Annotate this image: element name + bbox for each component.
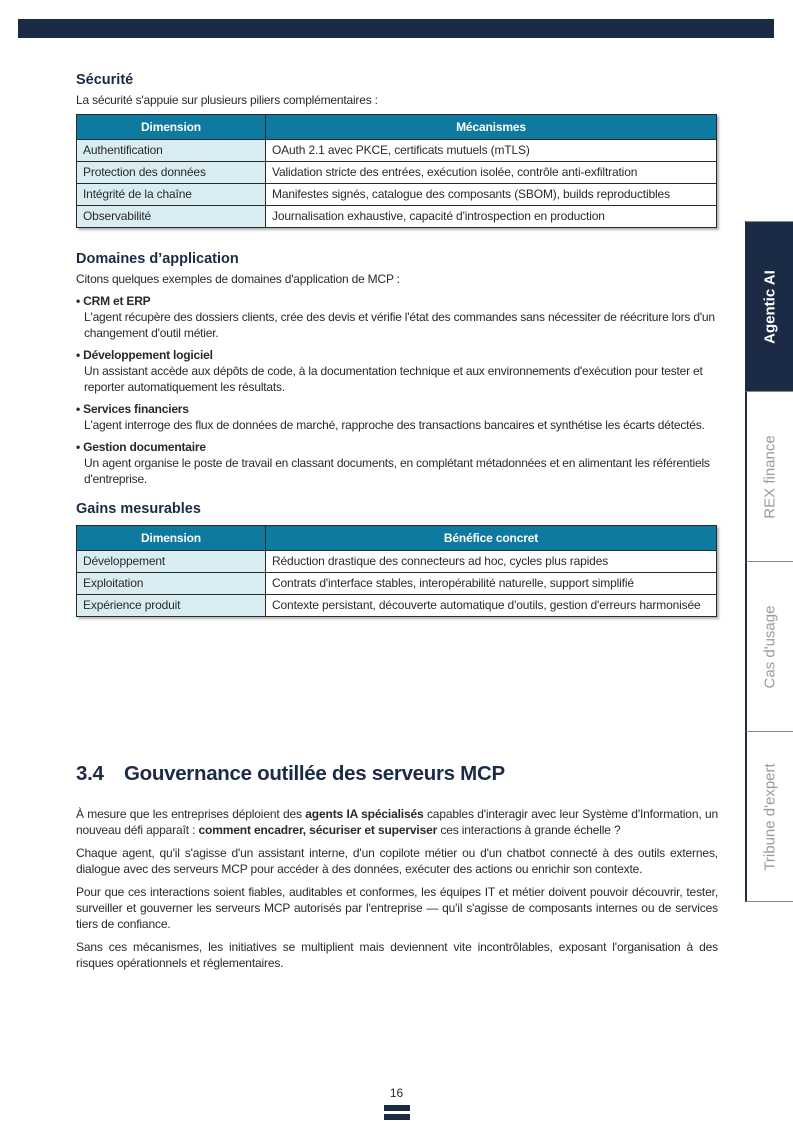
table-cell: Contrats d'interface stables, interopérabilité naturelle, support simplifié xyxy=(266,573,717,595)
page-number: 16 xyxy=(389,1086,404,1100)
paragraph: À mesure que les entreprises déploient des agents IA spécialisés capables d'interagir avec leur Système d'Information, un nouveau défi apparaît : comment encadrer, sécuriser et superviser ces interactions à grande échelle ? xyxy=(76,807,718,837)
table-cell: OAuth 2.1 avec PKCE, certificats mutuels (mTLS) xyxy=(266,140,717,162)
tab-label: Cas d'usage xyxy=(761,605,779,688)
paragraph: Sans ces mécanismes, les initiatives se multiplient mais deviennent vite incontrôlables, exposant l'organisation à des risques opérationnels et réglementaires. xyxy=(76,940,718,970)
tab-rex-finance[interactable] xyxy=(745,391,793,561)
table-cell: Développement xyxy=(77,551,266,573)
table-cell: Journalisation exhaustive, capacité d'introspection en production xyxy=(266,206,717,228)
domains-heading: Domaines d’application xyxy=(76,251,239,267)
list-item xyxy=(76,293,718,341)
list-item-title: • Développement logiciel xyxy=(76,348,213,362)
list-item-title: • Gestion documentaire xyxy=(76,440,206,454)
table-cell: Expérience produit xyxy=(77,595,266,617)
paragraph: Pour que ces interactions soient fiables, auditables et conformes, les équipes IT et métier doivent pouvoir découvrir, tester, surveiller et gouverner les serveurs MCP autorisés par l'entreprise — qu'il s'agisse de composants internes ou de services tiers de confiance. xyxy=(76,885,718,931)
main-content xyxy=(76,70,718,617)
security-heading: Sécurité xyxy=(76,72,134,88)
table-row xyxy=(77,551,717,573)
tab-label: Agentic AI xyxy=(761,269,779,344)
table-cell: Exploitation xyxy=(77,573,266,595)
chapter-body xyxy=(76,806,718,978)
table-cell: Validation stricte des entrées, exécution isolée, contrôle anti-exfiltration xyxy=(266,162,717,184)
security-intro: La sécurité s'appuie sur plusieurs piliers complémentaires : xyxy=(76,93,378,107)
table-cell: Intégrité de la chaîne xyxy=(77,184,266,206)
table-row xyxy=(77,184,717,206)
table-cell: Manifestes signés, catalogue des composants (SBOM), builds reproductibles xyxy=(266,184,717,206)
tab-label: REX finance xyxy=(761,434,779,519)
table-cell: Authentification xyxy=(77,140,266,162)
header-bar xyxy=(18,19,774,38)
emphasis: comment encadrer, sécuriser et superviser xyxy=(198,823,438,837)
column-header: Dimension xyxy=(77,526,266,551)
list-item-title: • Services financiers xyxy=(76,402,189,416)
tab-label: Tribune d'expert xyxy=(761,762,779,871)
table-header-row xyxy=(77,526,717,551)
list-item-description: Un agent organise le poste de travail en classant documents, en complétant métadonnées et en alimentant les référentiels d'entreprise. xyxy=(84,456,710,486)
tab-agentic-ai[interactable] xyxy=(745,221,793,391)
chapter-title: Gouvernance outillée des serveurs MCP xyxy=(124,762,505,785)
tab-cas-usage[interactable] xyxy=(745,561,793,731)
column-header: Bénéfice concret xyxy=(266,526,717,551)
table-cell: Observabilité xyxy=(77,206,266,228)
table-cell: Contexte persistant, découverte automatique d'outils, gestion d'erreurs harmonisée xyxy=(266,595,717,617)
security-table xyxy=(76,114,717,228)
column-header: Mécanismes xyxy=(266,115,717,140)
tab-tribune-expert[interactable] xyxy=(745,731,793,902)
list-item-title: • CRM et ERP xyxy=(76,294,151,308)
paragraph: Chaque agent, qu'il s'agisse d'un assistant interne, d'un copilote métier ou d'un chatbot connecté à des outils externes, dialogue avec des serveurs MCP pour accéder à des données, exécuter des actions ou enrichir son contexte. xyxy=(76,846,718,876)
table-cell: Protection des données xyxy=(77,162,266,184)
table-row xyxy=(77,162,717,184)
table-row xyxy=(77,573,717,595)
table-cell: Réduction drastique des connecteurs ad hoc, cycles plus rapides xyxy=(266,551,717,573)
chapter-heading xyxy=(76,760,505,788)
gains-heading: Gains mesurables xyxy=(76,501,201,517)
list-item-description: L'agent interroge des flux de données de marché, rapproche des transactions bancaires et synthétise les écarts détectés. xyxy=(84,418,705,432)
emphasis: agents IA spécialisés xyxy=(305,807,424,821)
list-item-description: Un assistant accède aux dépôts de code, à la documentation technique et aux environnements d'exécution pour tester et reporter automatiquement les résultats. xyxy=(84,364,703,394)
table-row xyxy=(77,206,717,228)
chapter-number: 3.4 xyxy=(76,762,104,785)
section-tabs xyxy=(745,221,793,902)
column-header: Dimension xyxy=(77,115,266,140)
list-item xyxy=(76,347,718,395)
page-marker-icon xyxy=(384,1105,410,1121)
table-header-row xyxy=(77,115,717,140)
gains-table xyxy=(76,525,717,617)
list-item-description: L'agent récupère des dossiers clients, crée des devis et vérifie l'état des commandes sans nécessiter de réécriture lors d'un changement d'outil métier. xyxy=(84,310,715,340)
domains-intro: Citons quelques exemples de domaines d'application de MCP : xyxy=(76,272,400,286)
table-row xyxy=(77,140,717,162)
list-item xyxy=(76,439,718,487)
table-row xyxy=(77,595,717,617)
domains-list xyxy=(76,293,718,487)
list-item xyxy=(76,401,718,433)
